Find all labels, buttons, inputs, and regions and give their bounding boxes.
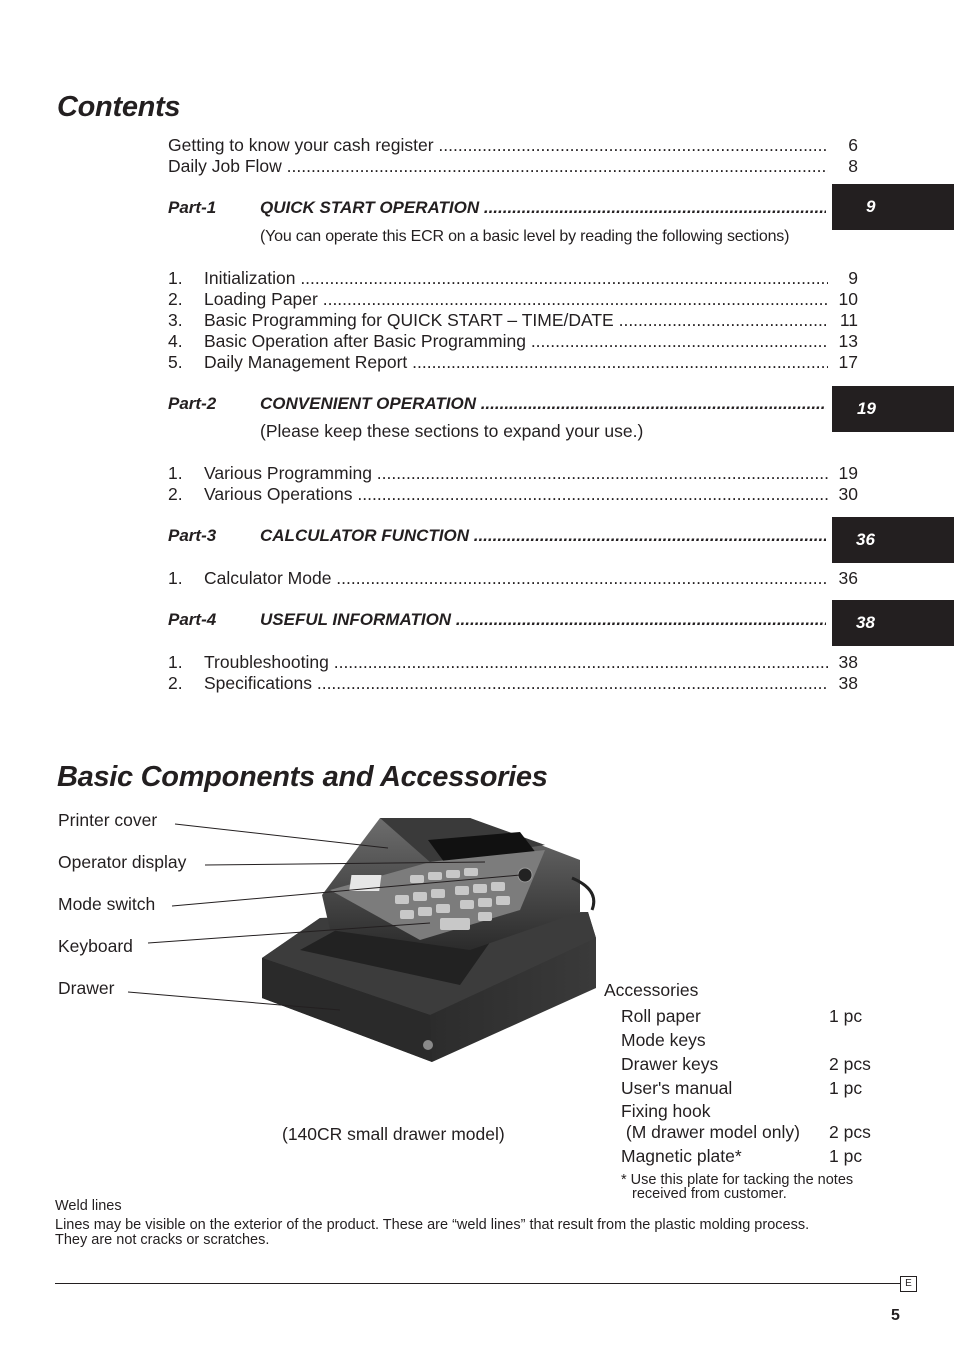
label-drawer: Drawer xyxy=(58,978,115,998)
part-note: (Please keep these sections to expand your use.) xyxy=(260,421,644,441)
toc-label: Initialization ..... xyxy=(204,268,828,289)
toc-page: 36 xyxy=(838,568,858,588)
accessory-qty: 2 pcs xyxy=(829,1122,871,1142)
toc-label: Troubleshooting ..... xyxy=(204,652,828,673)
part-heading[interactable] xyxy=(168,525,826,547)
part-label: Part-4 xyxy=(168,610,217,629)
toc-page: 11 xyxy=(839,310,858,330)
cash-register-illustration xyxy=(0,800,620,1080)
label-printer-cover: Printer cover xyxy=(58,810,158,830)
accessory-name: (M drawer model only) xyxy=(621,1122,800,1142)
toc-row[interactable] xyxy=(168,156,858,177)
section-tab: 36 xyxy=(832,517,954,563)
toc-row[interactable] xyxy=(168,331,858,352)
toc-page: 10 xyxy=(838,289,858,309)
toc-page: 38 xyxy=(838,652,858,672)
part-heading[interactable] xyxy=(168,197,826,219)
toc-number: 3. xyxy=(168,310,183,330)
toc-row[interactable] xyxy=(168,673,858,694)
toc-label: Calculator Mode ..... xyxy=(204,568,828,589)
accessory-qty: 1 pc xyxy=(829,1146,863,1166)
toc-label: Various Operations ..... xyxy=(204,484,828,505)
part-heading[interactable] xyxy=(168,393,826,415)
accessory-qty: 1 pc xyxy=(829,1006,863,1026)
toc-row[interactable] xyxy=(168,289,858,310)
toc-label: Basic Programming for QUICK START – TIME/DATE ..... xyxy=(204,310,828,331)
toc-row[interactable] xyxy=(168,135,858,156)
toc-page: 6 xyxy=(848,135,858,155)
accessory-footnote: received from customer. xyxy=(632,1186,787,1202)
accessory-name: Magnetic plate* xyxy=(621,1146,742,1166)
toc-number: 2. xyxy=(168,673,183,693)
accessory-qty: 1 pc xyxy=(829,1078,863,1098)
toc-label: Specifications ..... xyxy=(204,673,828,694)
toc-number: 1. xyxy=(168,268,183,288)
section-tab: 19 xyxy=(832,386,954,432)
label-operator-display: Operator display xyxy=(58,852,187,872)
toc-number: 1. xyxy=(168,463,183,483)
components-heading: Basic Components and Accessories xyxy=(57,761,548,793)
toc-page: 8 xyxy=(848,156,858,176)
part-label: Part-1 xyxy=(168,198,217,217)
section-tab: 38 xyxy=(832,600,954,646)
illustration-caption: (140CR small drawer model) xyxy=(282,1124,505,1144)
part-label: Part-3 xyxy=(168,526,217,545)
toc-label: Daily Job Flow ..... xyxy=(168,156,828,177)
part-title: USEFUL INFORMATION ..... xyxy=(260,609,826,631)
toc-row[interactable] xyxy=(168,652,858,673)
weld-text: Lines may be visible on the exterior of the product. These are “weld lines” that result from the plastic molding process. xyxy=(55,1217,810,1233)
toc-page: 30 xyxy=(838,484,858,504)
toc-page: 19 xyxy=(838,463,858,483)
toc-number: 2. xyxy=(168,289,183,309)
accessories-title: Accessories xyxy=(604,980,699,1000)
weld-title: Weld lines xyxy=(55,1198,122,1214)
toc-row[interactable] xyxy=(168,352,858,373)
part-title: CALCULATOR FUNCTION ..... xyxy=(260,525,826,547)
contents-heading: Contents xyxy=(57,91,181,123)
toc-number: 4. xyxy=(168,331,183,351)
label-mode-switch: Mode switch xyxy=(58,894,156,914)
toc-label: Various Programming ..... xyxy=(204,463,828,484)
part-label: Part-2 xyxy=(168,394,217,413)
toc-number: 2. xyxy=(168,484,183,504)
toc-row[interactable] xyxy=(168,268,858,289)
toc-number: 1. xyxy=(168,568,183,588)
part-title: QUICK START OPERATION ..... xyxy=(260,197,826,219)
label-keyboard: Keyboard xyxy=(58,936,133,956)
accessory-name: Fixing hook xyxy=(621,1101,711,1121)
part-heading[interactable] xyxy=(168,609,826,631)
accessory-footnote: * Use this plate for tacking the notes xyxy=(621,1172,854,1188)
toc-label: Getting to know your cash register ..... xyxy=(168,135,828,156)
page-number: 5 xyxy=(891,1307,900,1324)
toc-label: Basic Operation after Basic Programming ..... xyxy=(204,331,828,352)
toc-label: Daily Management Report ..... xyxy=(204,352,828,373)
section-tab: 9 xyxy=(832,184,954,230)
part-note: (You can operate this ECR on a basic level by reading the following sections) xyxy=(260,228,790,245)
weld-text: They are not cracks or scratches. xyxy=(55,1232,270,1248)
toc-row[interactable] xyxy=(168,463,858,484)
toc-page: 38 xyxy=(838,673,858,693)
language-badge: E xyxy=(900,1276,917,1292)
accessory-qty: 2 pcs xyxy=(829,1054,871,1074)
toc-page: 9 xyxy=(848,268,858,288)
toc-number: 1. xyxy=(168,652,183,672)
toc-row[interactable] xyxy=(168,568,858,589)
accessory-name: User's manual xyxy=(621,1078,733,1098)
toc-number: 5. xyxy=(168,352,183,372)
toc-row[interactable] xyxy=(168,310,858,331)
toc-page: 17 xyxy=(838,352,858,372)
accessory-name: Drawer keys xyxy=(621,1054,719,1074)
accessory-name: Mode keys xyxy=(621,1030,706,1050)
footer-rule xyxy=(55,1283,900,1284)
toc-page: 13 xyxy=(838,331,858,351)
toc-row[interactable] xyxy=(168,484,858,505)
accessory-name: Roll paper xyxy=(621,1006,701,1026)
part-title: CONVENIENT OPERATION ..... xyxy=(260,393,826,415)
toc-label: Loading Paper ..... xyxy=(204,289,828,310)
